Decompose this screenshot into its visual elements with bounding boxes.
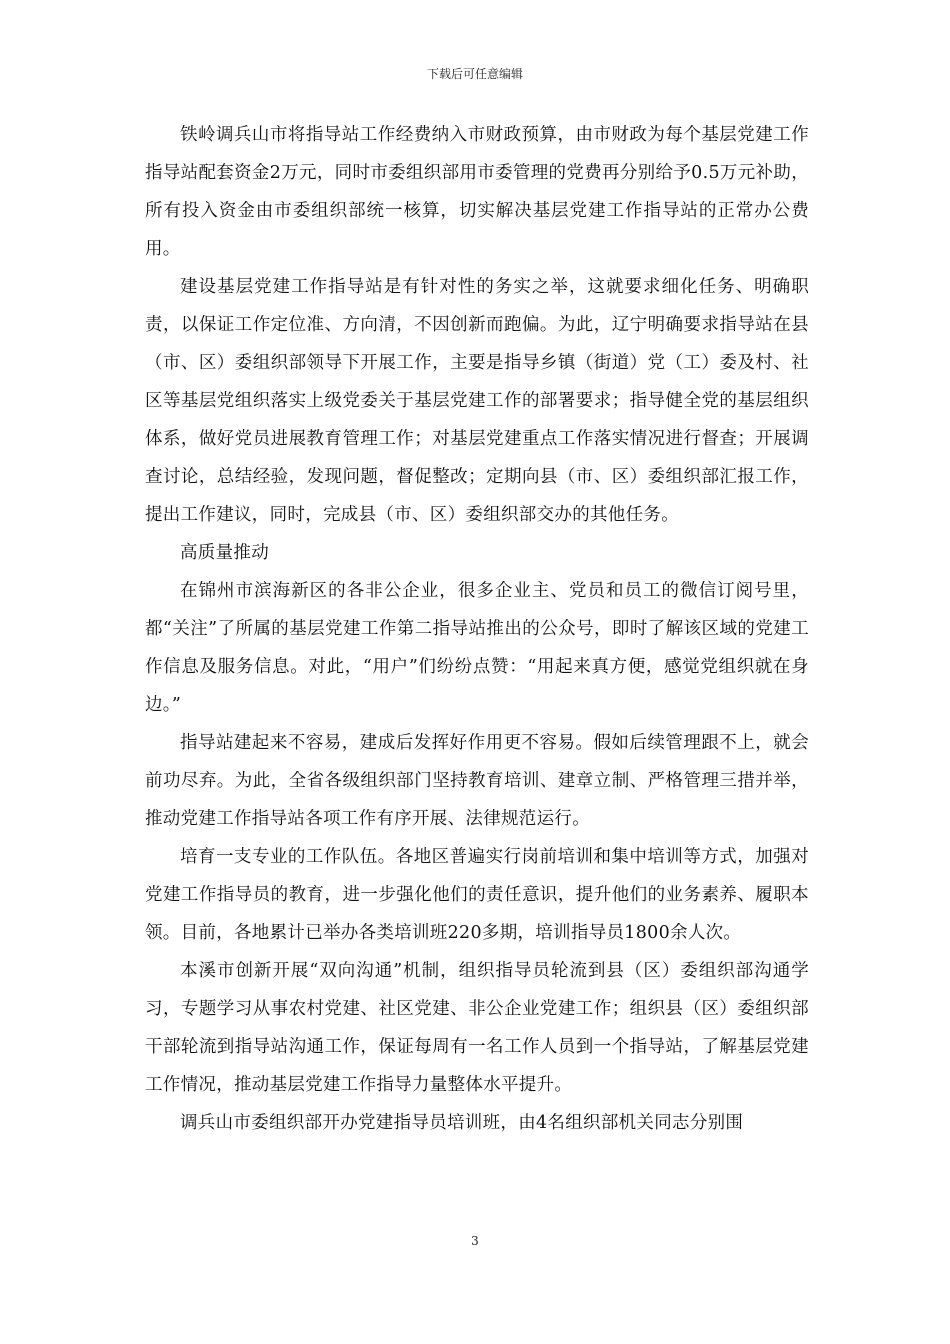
paragraph-funding: 铁岭调兵山市将指导站工作经费纳入市财政预算，由市财政为每个基层党建工作指导站配套资金2万元，同时市委组织部用市委管理的党费再分别给予0.5万元补助，所有投入资金由市委组织部统一核算，切实解决基层党建工作指导站的正常办公费用。 (145, 125, 809, 259)
page-header: 下载后可任意编辑 (426, 67, 523, 81)
paragraph-management: 指导站建起来不容易，建成后发挥好作用更不容易。假如后续管理跟不上，就会前功尽弃。为此，全省各级组织部门坚持教育培训、建章立制、严格管理三措并举，推动党建工作指导站各项工作有序开展、法律规范运行。 (145, 733, 809, 829)
page-number: 3 (471, 1234, 479, 1248)
paragraph-training: 培育一支专业的工作队伍。各地区普遍实行岗前培训和集中培训等方式，加强对党建工作指导员的教育，进一步强化他们的责任意识，提升他们的业务素养、履职本领。目前，各地累计已举办各类培训班220多期，培训指导员1800余人次。 (145, 847, 809, 943)
paragraph-jinzhou: 在锦州市滨海新区的各非公企业，很多企业主、党员和员工的微信订阅号里，都“关注”了所属的基层党建工作第二指导站推出的公众号，即时了解该区域的党建工作信息及服务信息。对此，“用户”们纷纷点赞：“用起来真方便，感觉党组织就在身边。” (145, 581, 809, 715)
document-body (145, 116, 809, 1142)
paragraph-diaobingshan: 调兵山市委组织部开办党建指导员培训班，由4名组织部机关同志分别围 (180, 1113, 744, 1133)
paragraph-benxi: 本溪市创新开展“双向沟通”机制，组织指导员轮流到县（区）委组织部沟通学习，专题学习从事农村党建、社区党建、非公企业党建工作；组织县（区）委组织部干部轮流到指导站沟通工作，保证每周有一名工作人员到一个指导站，了解基层党建工作情况，推动基层党建工作指导力量整体水平提升。 (145, 961, 809, 1095)
section-heading: 高质量推动 (180, 543, 269, 563)
paragraph-responsibilities: 建设基层党建工作指导站是有针对性的务实之举，这就要求细化任务、明确职责，以保证工作定位准、方向清，不因创新而跑偏。为此，辽宁明确要求指导站在县（市、区）委组织部领导下开展工作，主要是指导乡镇（街道）党（工）委及村、社区等基层党组织落实上级党委关于基层党建工作的部署要求；指导健全党的基层组织体系，做好党员进展教育管理工作；对基层党建重点工作落实情况进行督查；开展调查讨论，总结经验，发现问题，督促整改；定期向县（市、区）委组织部汇报工作，提出工作建议，同时，完成县（市、区）委组织部交办的其他任务。 (145, 277, 809, 525)
